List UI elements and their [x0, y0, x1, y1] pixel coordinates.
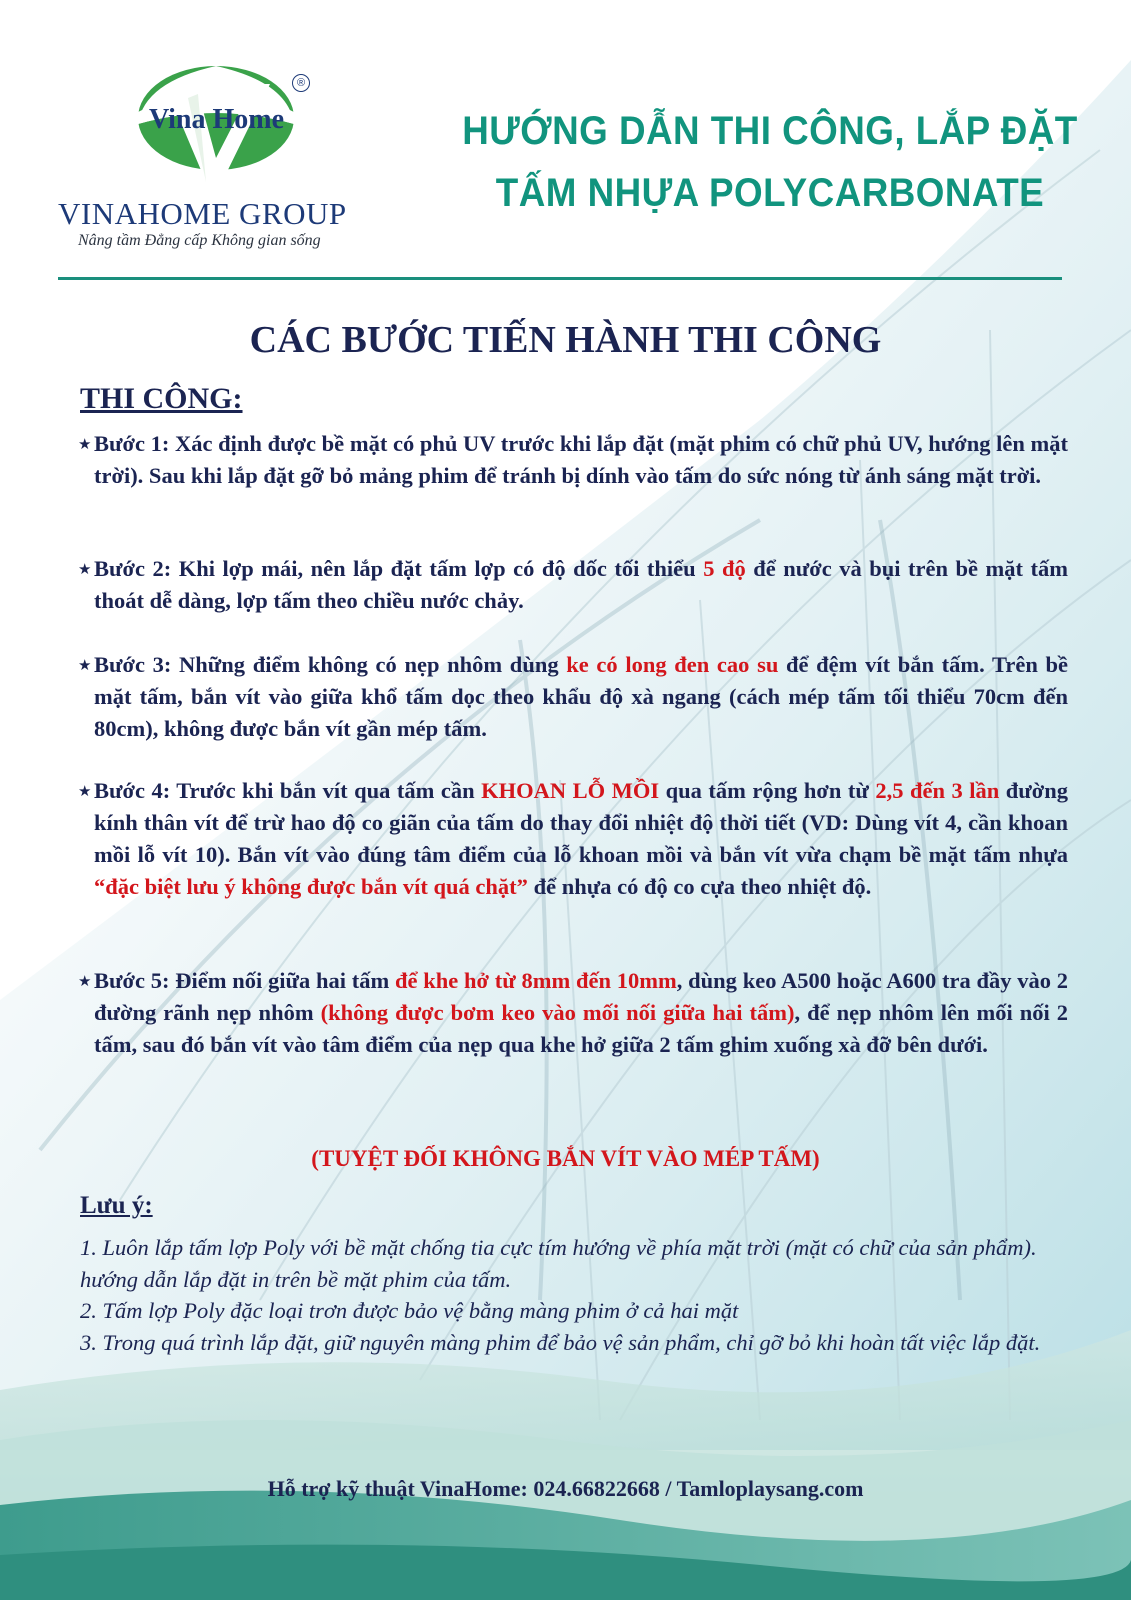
title-line-2: TẤM NHỰA POLYCARBONATE: [495, 171, 1045, 215]
step-2-text: [94, 556, 1068, 613]
step-text-segment: qua tấm rộng hơn từ: [659, 778, 876, 803]
step-5: [78, 965, 1068, 1061]
emphasis-text: 5 độ: [703, 556, 746, 581]
step-4-text: [94, 778, 1068, 899]
note-item: 2. Tấm lợp Poly đặc loại trơn được bảo vệ bằng màng phim ở cả hai mặt: [80, 1298, 739, 1323]
registered-mark: ®: [292, 74, 310, 92]
star-bullet-icon: ★: [78, 782, 92, 800]
step-text-segment: Bước 2: Khi lợp mái, nên lắp đặt tấm lợp có độ dốc tối thiểu: [94, 556, 704, 581]
emphasis-text: 2,5 đến 3 lần: [875, 778, 1000, 803]
note-item: 1. Luôn lắp tấm lợp Poly với bề mặt chống tia cực tím hướng về phía mặt trời (mặt có chữ của sản phẩm). hướng dẫn lắp đặt in trên bề mặt phim của tấm.: [80, 1235, 1037, 1292]
title-line-1: HƯỚNG DẪN THI CÔNG, LẮP ĐẶT: [462, 109, 1078, 153]
notes-list: [80, 1232, 1065, 1358]
step-5-text: [94, 968, 1068, 1057]
emphasis-text: (không được bơm keo vào mối nối giữa hai tấm): [320, 1000, 795, 1025]
vinahome-logo: [56, 62, 396, 262]
step-3-text: [94, 652, 1068, 741]
construction-heading: THI CÔNG:: [80, 382, 243, 415]
step-text-segment: Bước 5: Điểm nối giữa hai tấm: [94, 968, 395, 993]
step-text-segment: để nước và bụi trên bề mặt tấm thoát dễ dàng, lợp tấm theo chiều nước chảy.: [94, 556, 1068, 613]
star-bullet-icon: ★: [78, 656, 92, 674]
emphasis-text: “đặc biệt lưu ý không được bắn vít quá chặt”: [94, 874, 528, 899]
step-text-segment: Bước 4: Trước khi bắn vít qua tấm cần: [94, 778, 482, 803]
step-text-segment: để nhựa có độ co cựa theo nhiệt độ.: [527, 874, 872, 899]
warning-text: (TUYỆT ĐỐI KHÔNG BẮN VÍT VÀO MÉP TẤM): [311, 1146, 820, 1171]
star-bullet-icon: ★: [78, 435, 92, 453]
logo-wordmark: Vina Home: [148, 104, 285, 135]
emphasis-text: để khe hở từ 8mm đến 10mm: [395, 968, 677, 993]
star-bullet-icon: ★: [78, 972, 92, 990]
emphasis-text: KHOAN LỖ MỒI: [481, 778, 660, 803]
step-text-segment: để đệm vít bắn tấm. Trên bề mặt tấm, bắn vít vào giữa khổ tấm dọc theo khẩu độ xà ngang (cách mép tấm tối thiểu 70cm đến 80cm), không được bắn vít gần mép tấm.: [94, 652, 1068, 741]
star-bullet-icon: ★: [78, 560, 92, 578]
step-text-segment: , dùng keo A500 hoặc A600 tra đầy vào 2 đường rãnh nẹp nhôm: [94, 968, 1068, 1025]
step-3: [78, 649, 1068, 745]
note-item: 3. Trong quá trình lắp đặt, giữ nguyên màng phim để bảo vệ sản phẩm, chỉ gỡ bỏ khi hoàn tất việc lắp đặt.: [80, 1329, 1041, 1355]
document-title: [430, 100, 1110, 224]
emphasis-text: ke có long đen cao su: [566, 652, 779, 677]
step-text-segment: Bước 1: Xác định được bề mặt có phủ UV trước khi lắp đặt (mặt phim có chữ phủ UV, hướng lên mặt trời). Sau khi lắp đặt gỡ bỏ mảng phim để tránh bị dính vào tấm do sức nóng từ ánh sáng mặt trời.: [94, 431, 1068, 488]
step-1: [78, 428, 1068, 492]
step-text-segment: Bước 3: Những điểm không có nẹp nhôm dùng: [94, 652, 567, 677]
notes-heading: Lưu ý:: [80, 1192, 153, 1219]
section-title: CÁC BƯỚC TIẾN HÀNH THI CÔNG: [249, 319, 882, 361]
step-1-text: [94, 431, 1068, 488]
support-footer: Hỗ trợ kỹ thuật VinaHome: 024.66822668 / Tamloplaysang.com: [267, 1476, 864, 1501]
step-text-segment: đường kính thân vít để trừ hao độ co giãn của tấm do thay đổi nhiệt độ thời tiết (VD: Dùng vít 4, cần khoan mồi lỗ vít 10). Bắn vít vào đúng tâm điểm của lỗ khoan mồi và bắn vít vừa chạm bề mặt tấm nhựa: [94, 778, 1068, 867]
group-name: VINAHOME GROUP: [58, 196, 347, 231]
step-4: [78, 775, 1068, 903]
step-text-segment: , để nẹp nhôm lên mối nối 2 tấm, sau đó bắn vít vào tâm điểm của nẹp qua khe hở giữa 2 tấm ghim xuống xà đỡ bên dưới.: [94, 1000, 1068, 1057]
step-2: [78, 553, 1068, 617]
tagline: Nâng tầm Đẳng cấp Không gian sống: [78, 232, 321, 249]
header-divider: [58, 277, 1062, 280]
